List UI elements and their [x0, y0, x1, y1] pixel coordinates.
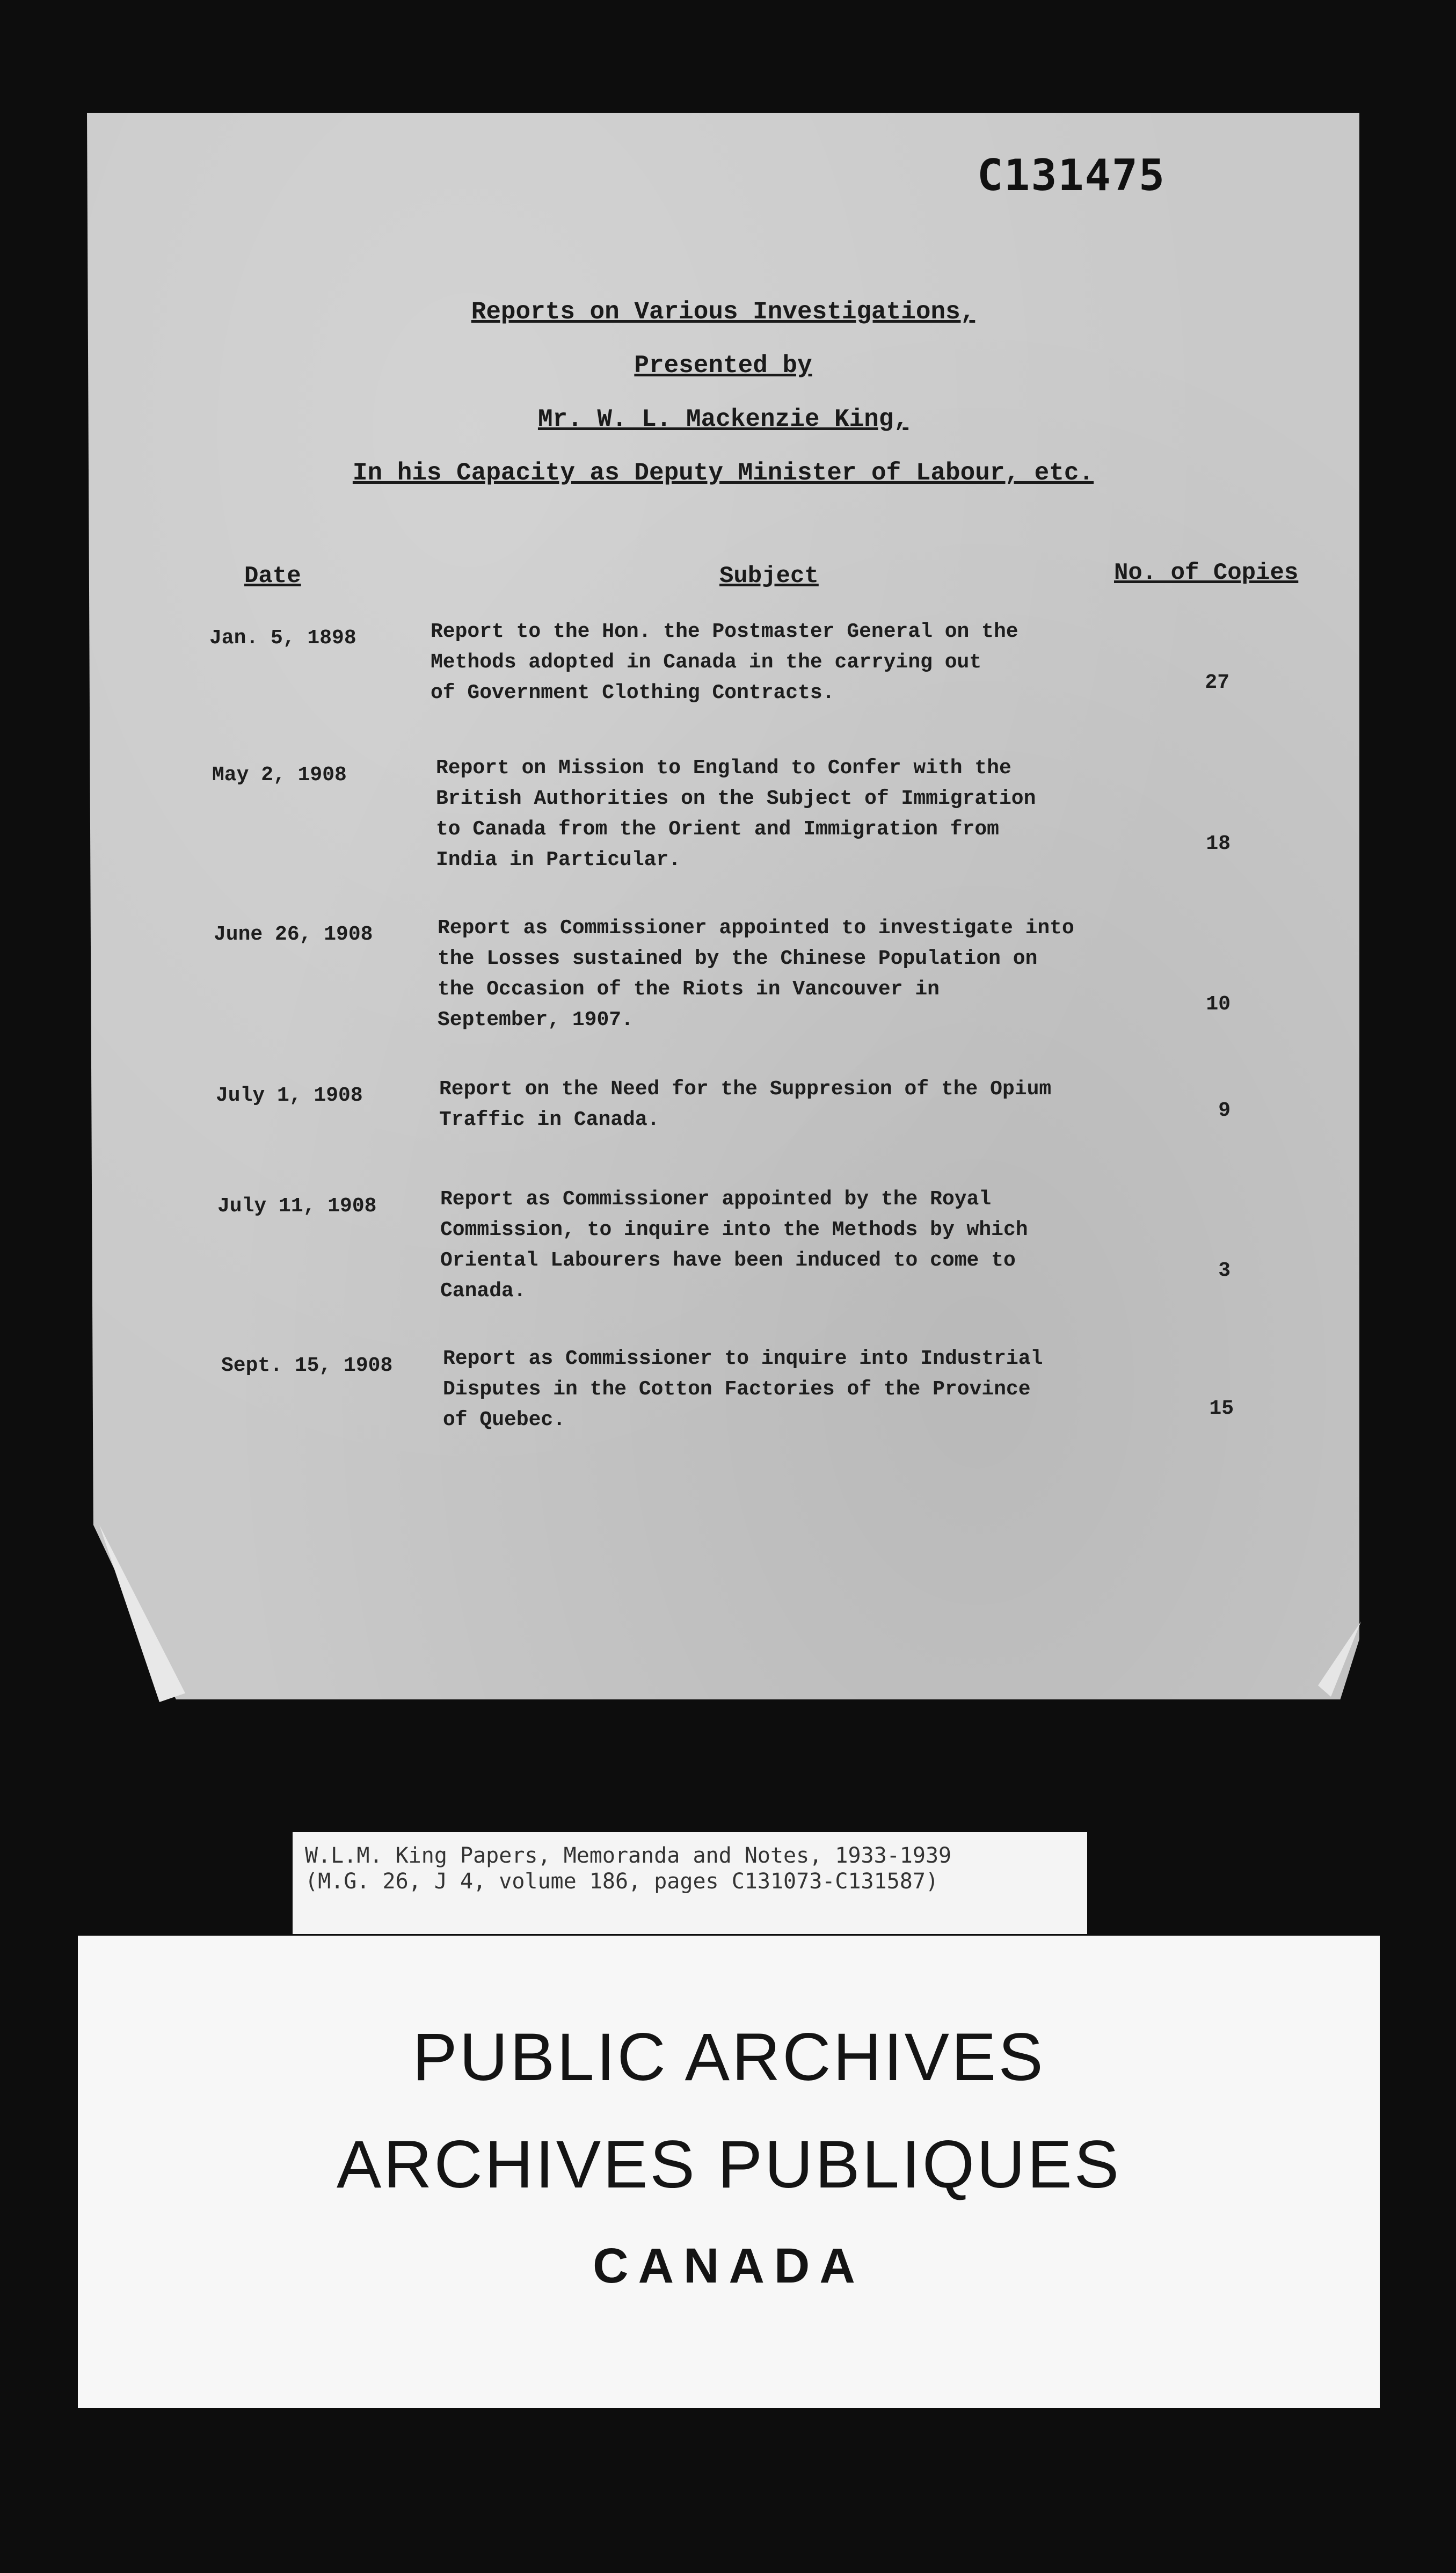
document-sheet [87, 113, 1359, 1699]
report-subject: Report on Mission to England to Confer with the British Authorities on the Subject of Immigration to Canada from the Orient and Immigration from India in Particular. [436, 757, 1036, 871]
citation-line-2: (M.G. 26, J 4, volume 186, pages C131073-C131587) [305, 1869, 939, 1894]
report-subject: Report as Commissioner to inquire into Industrial Disputes in the Cotton Factories of the Province of Quebec. [443, 1347, 1043, 1431]
report-copies: 15 [1209, 1397, 1234, 1420]
report-date: July 11, 1908 [217, 1195, 377, 1218]
document-title: Reports on Various Investigations, [471, 298, 975, 326]
report-date: Jan. 5, 1898 [209, 627, 356, 650]
document-presented-by: Presented by [634, 352, 812, 380]
document-stamp-number: C131475 [977, 150, 1166, 200]
column-header-copies: No. of Copies [1114, 559, 1299, 586]
document-author: Mr. W. L. Mackenzie King, [537, 405, 909, 433]
citation-line-1: W.L.M. King Papers, Memoranda and Notes, 1933-1939 [305, 1843, 952, 1868]
report-copies: 18 [1206, 832, 1231, 855]
report-date: June 26, 1908 [214, 923, 373, 946]
report-copies: 27 [1205, 671, 1229, 694]
report-subject: Report to the Hon. the Postmaster General on the Methods adopted in Canada in the carrying out of Government Clothing Contracts. [431, 620, 1018, 704]
report-copies: 3 [1218, 1259, 1231, 1282]
archives-title-english: PUBLIC ARCHIVES [412, 2020, 1045, 2095]
citation-text [305, 1843, 951, 1894]
report-subject: Report as Commissioner appointed to investigate into the Losses sustained by the Chinese Population on the Occasion of the Riots in Vancouver in September, 1907. [438, 917, 1074, 1031]
report-subject: Report on the Need for the Suppresion of the Opium Traffic in Canada. [439, 1078, 1052, 1131]
report-copies: 9 [1218, 1099, 1231, 1122]
report-subject: Report as Commissioner appointed by the Royal Commission, to inquire into the Methods by which Oriental Labourers have been induced to come to Canada. [440, 1188, 1028, 1303]
report-date: May 2, 1908 [212, 764, 347, 787]
report-copies: 10 [1206, 993, 1231, 1016]
report-date: Sept. 15, 1908 [221, 1354, 393, 1377]
document-capacity: In his Capacity as Deputy Minister of Labour, etc. [352, 459, 1094, 487]
archives-country: CANADA [593, 2238, 865, 2293]
column-header-date: Date [244, 563, 301, 590]
archives-title-french: ARCHIVES PUBLIQUES [336, 2127, 1122, 2202]
column-header-subject: Subject [719, 563, 819, 590]
report-date: July 1, 1908 [216, 1084, 363, 1107]
